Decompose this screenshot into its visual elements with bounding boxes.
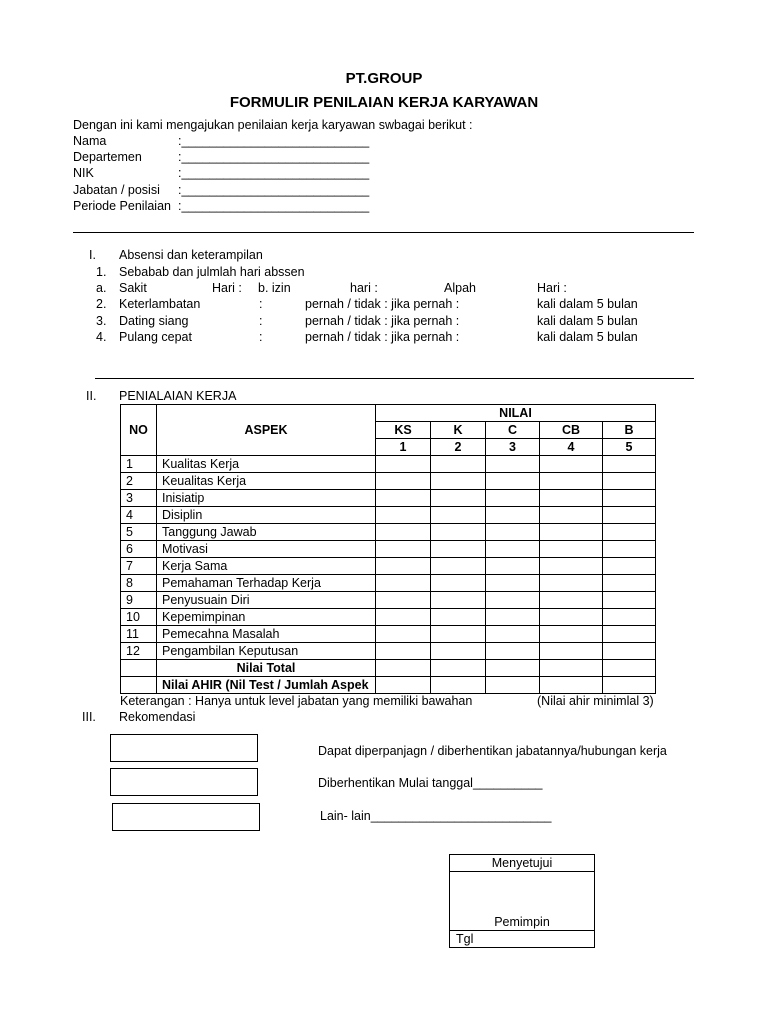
score-cell[interactable] bbox=[486, 609, 540, 626]
score-cell[interactable] bbox=[540, 626, 603, 643]
aspect-row bbox=[121, 626, 656, 643]
section-number: I. bbox=[89, 248, 96, 262]
score-cell[interactable] bbox=[486, 558, 540, 575]
score-cell[interactable] bbox=[376, 677, 431, 694]
intro-text: Dengan ini kami mengajukan penilaian kerja karyawan swbagai berikut : bbox=[73, 118, 473, 132]
score-cell[interactable] bbox=[486, 677, 540, 694]
score-cell[interactable] bbox=[540, 524, 603, 541]
item-frequency: kali dalam 5 bulan bbox=[537, 330, 638, 344]
aspect-number: 2 bbox=[121, 473, 157, 490]
score-cell[interactable] bbox=[431, 473, 486, 490]
score-cell[interactable] bbox=[603, 677, 656, 694]
score-cell[interactable] bbox=[376, 524, 431, 541]
score-cell[interactable] bbox=[540, 558, 603, 575]
divider bbox=[95, 378, 694, 379]
score-cell[interactable] bbox=[431, 609, 486, 626]
score-cell[interactable] bbox=[603, 456, 656, 473]
score-cell[interactable] bbox=[431, 524, 486, 541]
identity-field[interactable]: :___________________________ bbox=[178, 150, 370, 164]
aspect-number: 1 bbox=[121, 456, 157, 473]
score-cell[interactable] bbox=[603, 609, 656, 626]
score-cell[interactable] bbox=[486, 660, 540, 677]
item-label: Sakit bbox=[119, 281, 147, 295]
recommendation-checkbox[interactable] bbox=[110, 734, 258, 762]
aspect-row bbox=[121, 575, 656, 592]
score-cell[interactable] bbox=[486, 456, 540, 473]
aspect-number: 9 bbox=[121, 592, 157, 609]
permit-label: b. izin bbox=[258, 281, 291, 295]
aspect-label: Kerja Sama bbox=[157, 558, 376, 575]
aspect-number: 4 bbox=[121, 507, 157, 524]
score-cell[interactable] bbox=[376, 541, 431, 558]
score-cell[interactable] bbox=[486, 524, 540, 541]
aspek-header: ASPEK bbox=[157, 405, 376, 456]
score-cell[interactable] bbox=[603, 541, 656, 558]
score-cell[interactable] bbox=[376, 643, 431, 660]
score-cell[interactable] bbox=[540, 575, 603, 592]
company-name: PT.GROUP bbox=[345, 70, 423, 87]
aspect-number: 11 bbox=[121, 626, 157, 643]
approval-date[interactable]: Tgl bbox=[450, 931, 595, 948]
recommendation-checkbox[interactable] bbox=[110, 768, 258, 796]
signature-area[interactable] bbox=[450, 872, 595, 915]
aspect-label: Keualitas Kerja bbox=[157, 473, 376, 490]
score-cell[interactable] bbox=[431, 541, 486, 558]
aspect-row bbox=[121, 609, 656, 626]
score-cell[interactable] bbox=[431, 456, 486, 473]
score-cell[interactable] bbox=[540, 660, 603, 677]
total-row bbox=[121, 660, 656, 677]
item-label: Keterlambatan bbox=[119, 297, 201, 311]
item-condition: pernah / tidak : jika pernah : bbox=[305, 297, 460, 311]
score-cell[interactable] bbox=[603, 473, 656, 490]
permit-days-label: hari : bbox=[350, 281, 378, 295]
approval-header: Menyetujui bbox=[450, 855, 595, 872]
form-title: FORMULIR PENILAIAN KERJA KARYAWAN bbox=[229, 94, 539, 111]
grade-header: KS bbox=[376, 422, 431, 439]
assessment-table bbox=[120, 404, 656, 694]
identity-label: Jabatan / posisi bbox=[73, 183, 160, 197]
score-cell[interactable] bbox=[376, 626, 431, 643]
approval-box bbox=[449, 854, 595, 948]
section-title: Rekomendasi bbox=[119, 710, 196, 724]
aspect-row bbox=[121, 558, 656, 575]
aspect-label: Kepemimpinan bbox=[157, 609, 376, 626]
score-cell[interactable] bbox=[603, 490, 656, 507]
score-cell[interactable] bbox=[376, 592, 431, 609]
recommendation-checkbox[interactable] bbox=[112, 803, 260, 831]
absent-label: Alpah bbox=[444, 281, 476, 295]
aspect-row bbox=[121, 473, 656, 490]
score-cell[interactable] bbox=[603, 592, 656, 609]
score-cell[interactable] bbox=[603, 507, 656, 524]
aspect-label: Inisiatip bbox=[157, 490, 376, 507]
identity-label: Departemen bbox=[73, 150, 142, 164]
total-label: Nilai Total bbox=[157, 660, 376, 677]
score-cell[interactable] bbox=[486, 473, 540, 490]
identity-field[interactable]: :___________________________ bbox=[178, 199, 370, 213]
recommendation-option: Lain- lain__________________________ bbox=[320, 809, 552, 823]
aspect-row bbox=[121, 456, 656, 473]
score-cell[interactable] bbox=[486, 643, 540, 660]
grade-header: C bbox=[486, 422, 540, 439]
score-cell[interactable] bbox=[431, 592, 486, 609]
item-condition: pernah / tidak : jika pernah : bbox=[305, 330, 460, 344]
score-cell[interactable] bbox=[376, 660, 431, 677]
item-number: 4. bbox=[96, 330, 107, 344]
score-cell[interactable] bbox=[540, 643, 603, 660]
aspect-label: Pemahaman Terhadap Kerja bbox=[157, 575, 376, 592]
aspect-number: 8 bbox=[121, 575, 157, 592]
score-cell[interactable] bbox=[540, 490, 603, 507]
section-number: II. bbox=[86, 389, 97, 403]
score-cell[interactable] bbox=[540, 473, 603, 490]
identity-field[interactable]: :___________________________ bbox=[178, 183, 370, 197]
item-label: Pulang cepat bbox=[119, 330, 192, 344]
score-cell[interactable] bbox=[603, 558, 656, 575]
identity-label: Nama bbox=[73, 134, 107, 148]
score-cell[interactable] bbox=[486, 626, 540, 643]
score-cell[interactable] bbox=[603, 626, 656, 643]
score-cell[interactable] bbox=[486, 592, 540, 609]
score-cell[interactable] bbox=[486, 507, 540, 524]
score-cell[interactable] bbox=[431, 575, 486, 592]
score-cell[interactable] bbox=[431, 626, 486, 643]
aspect-row bbox=[121, 524, 656, 541]
score-cell[interactable] bbox=[540, 507, 603, 524]
aspect-number: 6 bbox=[121, 541, 157, 558]
score-cell[interactable] bbox=[486, 575, 540, 592]
score-cell[interactable] bbox=[376, 575, 431, 592]
score-header: 4 bbox=[540, 439, 603, 456]
note-text: Keterangan : Hanya untuk level jabatan yang memiliki bawahan bbox=[120, 694, 473, 708]
total-no-cell bbox=[121, 660, 157, 677]
section-number: III. bbox=[82, 710, 96, 724]
score-cell[interactable] bbox=[486, 541, 540, 558]
grade-header: B bbox=[603, 422, 656, 439]
score-cell[interactable] bbox=[376, 507, 431, 524]
score-cell[interactable] bbox=[540, 456, 603, 473]
score-cell[interactable] bbox=[540, 609, 603, 626]
sick-days-label: Hari : bbox=[212, 281, 242, 295]
aspect-label: Motivasi bbox=[157, 541, 376, 558]
final-label: Nilai AHIR (Nil Test / Jumlah Aspek bbox=[157, 677, 376, 694]
score-cell[interactable] bbox=[603, 575, 656, 592]
aspect-label: Tanggung Jawab bbox=[157, 524, 376, 541]
absent-days-label: Hari : bbox=[537, 281, 567, 295]
aspect-row bbox=[121, 643, 656, 660]
recommendation-option: Diberhentikan Mulai tanggal__________ bbox=[318, 776, 543, 790]
aspect-label: Pengambilan Keputusan bbox=[157, 643, 376, 660]
score-cell[interactable] bbox=[431, 507, 486, 524]
colon: : bbox=[259, 297, 263, 311]
score-cell[interactable] bbox=[376, 456, 431, 473]
score-cell[interactable] bbox=[603, 660, 656, 677]
score-header: 3 bbox=[486, 439, 540, 456]
section-title: Absensi dan keterampilan bbox=[119, 248, 263, 262]
item-number: 2. bbox=[96, 297, 107, 311]
score-cell[interactable] bbox=[431, 490, 486, 507]
identity-label: NIK bbox=[73, 166, 94, 180]
item-label: Dating siang bbox=[119, 314, 189, 328]
final-row bbox=[121, 677, 656, 694]
score-cell[interactable] bbox=[376, 473, 431, 490]
grade-header: CB bbox=[540, 422, 603, 439]
item-frequency: kali dalam 5 bulan bbox=[537, 297, 638, 311]
aspect-label: Disiplin bbox=[157, 507, 376, 524]
score-header: 1 bbox=[376, 439, 431, 456]
score-cell[interactable] bbox=[540, 541, 603, 558]
approver-role: Pemimpin bbox=[450, 914, 595, 931]
score-cell[interactable] bbox=[540, 677, 603, 694]
score-cell[interactable] bbox=[486, 490, 540, 507]
item-number: 1. bbox=[96, 265, 107, 279]
aspect-row bbox=[121, 592, 656, 609]
score-cell[interactable] bbox=[376, 558, 431, 575]
item-number: 3. bbox=[96, 314, 107, 328]
score-cell[interactable] bbox=[431, 660, 486, 677]
score-cell[interactable] bbox=[431, 643, 486, 660]
score-header: 2 bbox=[431, 439, 486, 456]
aspect-row bbox=[121, 490, 656, 507]
score-cell[interactable] bbox=[603, 643, 656, 660]
aspect-number: 10 bbox=[121, 609, 157, 626]
score-cell[interactable] bbox=[603, 524, 656, 541]
identity-field[interactable]: :___________________________ bbox=[178, 166, 370, 180]
nilai-header: NILAI bbox=[376, 405, 656, 422]
section-title: PENIALAIAN KERJA bbox=[119, 389, 237, 403]
item-label: Sebabab dan julmlah hari abssen bbox=[119, 265, 305, 279]
aspect-label: Pemecahna Masalah bbox=[157, 626, 376, 643]
final-no-cell bbox=[121, 677, 157, 694]
note-minimum: (Nilai ahir minimlal 3) bbox=[537, 694, 654, 708]
grade-header: K bbox=[431, 422, 486, 439]
score-cell[interactable] bbox=[431, 677, 486, 694]
item-number: a. bbox=[96, 281, 107, 295]
item-condition: pernah / tidak : jika pernah : bbox=[305, 314, 460, 328]
aspect-label: Kualitas Kerja bbox=[157, 456, 376, 473]
aspect-number: 3 bbox=[121, 490, 157, 507]
score-header: 5 bbox=[603, 439, 656, 456]
aspect-number: 7 bbox=[121, 558, 157, 575]
item-frequency: kali dalam 5 bulan bbox=[537, 314, 638, 328]
aspect-label: Penyusuain Diri bbox=[157, 592, 376, 609]
aspect-number: 12 bbox=[121, 643, 157, 660]
score-cell[interactable] bbox=[431, 558, 486, 575]
recommendation-option: Dapat diperpanjagn / diberhentikan jabatannya/hubungan kerja bbox=[318, 744, 667, 758]
identity-label: Periode Penilaian bbox=[73, 199, 171, 213]
colon: : bbox=[259, 330, 263, 344]
aspect-row bbox=[121, 541, 656, 558]
no-header: NO bbox=[121, 405, 157, 456]
score-cell[interactable] bbox=[540, 592, 603, 609]
aspect-number: 5 bbox=[121, 524, 157, 541]
identity-field[interactable]: :___________________________ bbox=[178, 134, 370, 148]
divider bbox=[73, 232, 694, 233]
score-cell[interactable] bbox=[376, 490, 431, 507]
aspect-row bbox=[121, 507, 656, 524]
colon: : bbox=[259, 314, 263, 328]
score-cell[interactable] bbox=[376, 609, 431, 626]
